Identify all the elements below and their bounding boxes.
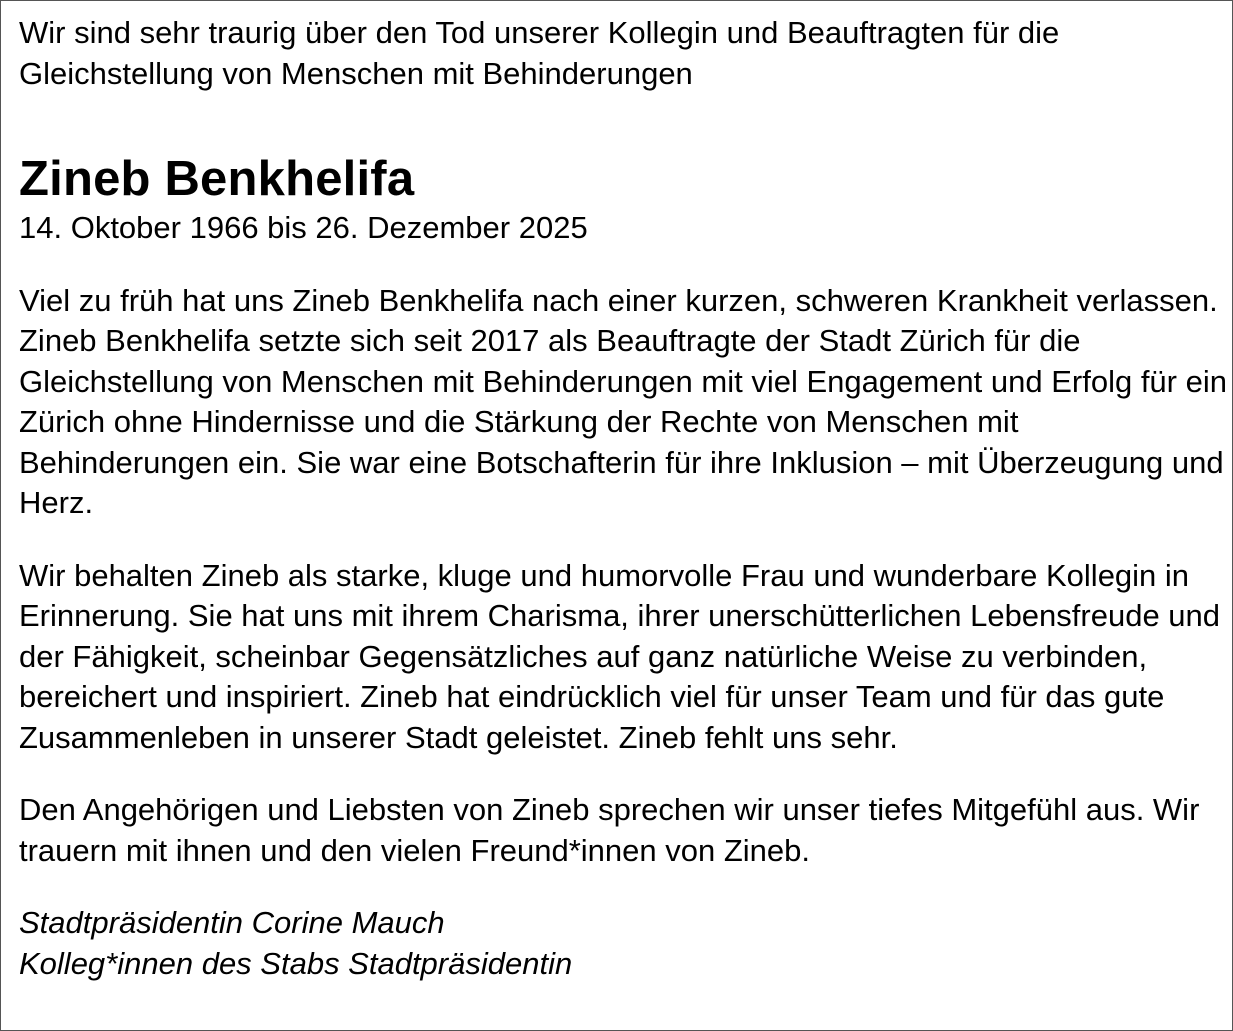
paragraph-tribute: Viel zu früh hat uns Zineb Benkhelifa nach einer kurzen, schweren Krankheit verlassen. Zineb Benkhelifa setzte sich seit 2017 als Beauftragte der Stadt Zürich für die Gleichstellung von Menschen mit Behinderungen mit viel Engagement und Erfolg für ein Zürich ohne Hindernisse und die Stärkung der Rechte von Menschen mit Behinderungen ein. Sie war eine Botschafterin für ihre Inklusion – mit Überzeugung und Herz. [19,282,1227,520]
deceased-name: Zineb Benkhelifa [19,152,415,206]
signature-line-mayor: Stadtpräsidentin Corine Mauch [19,905,445,940]
signature-block [19,903,1232,984]
intro-text: Wir sind sehr traurig über den Tod unserer Kollegin und Beauftragten für die Gleichstellung von Menschen mit Behinderungen [19,15,1060,91]
life-dates: 14. Oktober 1966 bis 26. Dezember 2025 [19,210,588,245]
signature-line-colleagues: Kolleg*innen des Stabs Stadtpräsidentin [19,945,573,981]
paragraph-condolences: Den Angehörigen und Liebsten von Zineb sprechen wir unser tiefes Mitgefühl aus. Wir trauern mit ihnen und den vielen Freund*innen von Zineb. [19,792,1200,868]
paragraph-memory: Wir behalten Zineb als starke, kluge und humorvolle Frau und wunderbare Kollegin in Erinnerung. Sie hat uns mit ihrem Charisma, ihrer unerschütterlichen Lebensfreude und der Fähigkeit, scheinbar Gegensätzliches auf ganz natürliche Weise zu verbinden, bereichert und inspiriert. Zineb hat eindrücklich viel für unser Team und für das gute Zusammenleben in unserer Stadt geleistet. Zineb fehlt uns sehr. [19,557,1221,755]
